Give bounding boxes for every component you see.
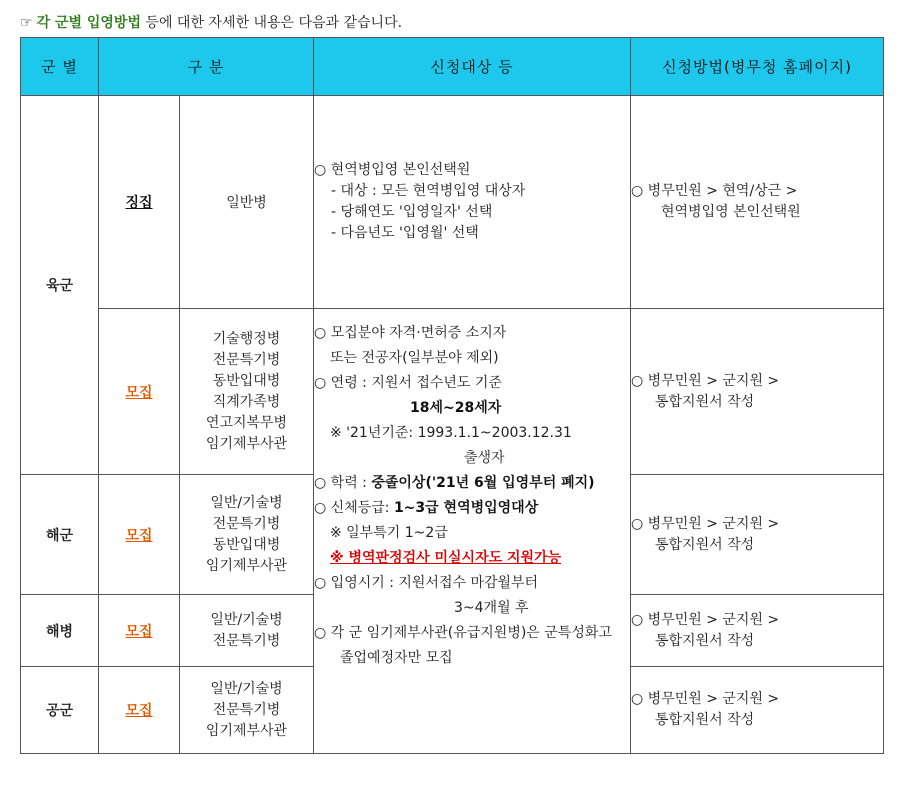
- marines-recruit-link[interactable]: 모집: [125, 623, 153, 640]
- airforce-method: [631, 667, 884, 754]
- marines-type-cell: [99, 595, 180, 667]
- enlistment-table: [20, 37, 884, 754]
- subtype-item: 동반입대병: [212, 536, 281, 553]
- target-line: ○ 모집분야 자격·면허증 소지자: [314, 325, 507, 341]
- subtype-item: 전문특기병: [212, 351, 281, 368]
- army-conscript-method: [631, 96, 884, 309]
- army-conscript-subtype: 일반병: [180, 96, 314, 309]
- subtype-item: 동반입대병: [212, 372, 281, 389]
- method-line: ○ 병무민원 > 현역/상근 >: [631, 183, 798, 199]
- target-line: ○ 연령 : 지원서 접수년도 기준: [314, 375, 502, 391]
- subtype-item: 직계가족병: [212, 393, 281, 410]
- army-recruit-type-cell: [99, 309, 180, 475]
- intro-rest: 등에 대한 자세한 내용은 다음과 같습니다.: [140, 15, 403, 31]
- target-line: ○ 신체등급: 1~3급 현역병입영대상: [314, 500, 539, 516]
- method-line: 통합지원서 작성: [655, 393, 755, 410]
- method-line: ○ 병무민원 > 군지원 >: [631, 691, 780, 707]
- army-recruit-link[interactable]: 모집: [125, 384, 153, 401]
- method-line: ○ 병무민원 > 군지원 >: [631, 611, 780, 628]
- subtype-item: 전문특기병: [212, 632, 281, 649]
- header-category: 구 분: [99, 38, 314, 96]
- army-conscript-row: [21, 96, 884, 309]
- subtype-item: 임기제부사관: [205, 722, 288, 739]
- branch-airforce: 공군: [21, 667, 99, 754]
- branch-army: 육군: [21, 96, 99, 475]
- navy-subtypes: [180, 475, 314, 595]
- army-conscript-target: [314, 96, 631, 309]
- target-line: ○ 학력 : 중졸이상('21년 6월 입영부터 폐지): [314, 475, 595, 491]
- target-line: ※ 일부특기 1~2급: [330, 525, 448, 541]
- navy-recruit-link[interactable]: 모집: [125, 527, 153, 544]
- subtype-item: 일반/기술병: [210, 680, 283, 697]
- target-line: 졸업예정자만 모집: [340, 650, 453, 666]
- navy-method: [631, 475, 884, 595]
- header-method: 신청방법(병무청 홈페이지): [631, 38, 884, 96]
- method-line: 현역병입영 본인선택원: [661, 204, 801, 220]
- header-row: [21, 38, 884, 96]
- recruit-target: [314, 309, 631, 754]
- subtype-item: 임기제부사관: [205, 557, 288, 574]
- method-line: ○ 병무민원 > 군지원 >: [631, 515, 780, 532]
- subtype-item: 전문특기병: [212, 701, 281, 718]
- target-line: 3~4개월 후: [454, 600, 529, 616]
- header-branch: 군 별: [21, 38, 99, 96]
- target-line: - 당해연도 '입영일자' 선택: [331, 204, 493, 220]
- airforce-subtypes: [180, 667, 314, 754]
- marines-subtypes: [180, 595, 314, 667]
- army-recruit-method: [631, 309, 884, 475]
- marines-method: [631, 595, 884, 667]
- target-line: ○ 각 군 임기제부사관(유급지원병)은 군특성화고: [314, 625, 612, 641]
- target-line: 출생자: [464, 450, 505, 466]
- method-line: 통합지원서 작성: [655, 536, 755, 553]
- target-line: - 다음년도 '입영월' 선택: [331, 225, 479, 241]
- army-recruit-subtypes: [180, 309, 314, 475]
- header-target: 신청대상 등: [314, 38, 631, 96]
- intro-text: [20, 12, 402, 32]
- airforce-recruit-link[interactable]: 모집: [125, 703, 153, 719]
- target-line: ※ '21년기준: 1993.1.1~2003.12.31: [330, 425, 572, 441]
- subtype-item: 임기제부사관: [205, 435, 288, 452]
- branch-marines: 해병: [21, 595, 99, 667]
- branch-navy: 해군: [21, 475, 99, 595]
- method-line: 통합지원서 작성: [655, 712, 755, 728]
- target-line-warning: ※ 병역판정검사 미실시자도 지원가능: [330, 550, 562, 566]
- method-line: 통합지원서 작성: [655, 632, 755, 649]
- army-recruit-row: [21, 309, 884, 475]
- subtype-item: 기술행정병: [212, 330, 281, 347]
- subtype-item: 연고지복무병: [205, 414, 288, 431]
- subtype-item: 전문특기병: [212, 515, 281, 532]
- target-line: ○ 입영시기 : 지원서접수 마감월부터: [314, 575, 539, 591]
- navy-type-cell: [99, 475, 180, 595]
- pointing-hand-icon: ☞: [20, 15, 33, 31]
- target-line: 18세~28세자: [410, 400, 502, 416]
- intro-highlight: 각 군별 입영방법: [36, 15, 141, 31]
- target-line: ○ 현역병입영 본인선택원: [314, 162, 471, 178]
- method-line: ○ 병무민원 > 군지원 >: [631, 372, 780, 389]
- airforce-type-cell: [99, 667, 180, 754]
- subtype-item: 일반/기술병: [210, 611, 283, 628]
- army-conscript-type-cell: [99, 96, 180, 309]
- target-line: 또는 전공자(일부분야 제외): [330, 350, 499, 366]
- subtype-item: 일반/기술병: [210, 494, 283, 511]
- target-line: - 대상 : 모든 현역병입영 대상자: [331, 183, 526, 199]
- army-conscript-link[interactable]: 징집: [125, 195, 153, 211]
